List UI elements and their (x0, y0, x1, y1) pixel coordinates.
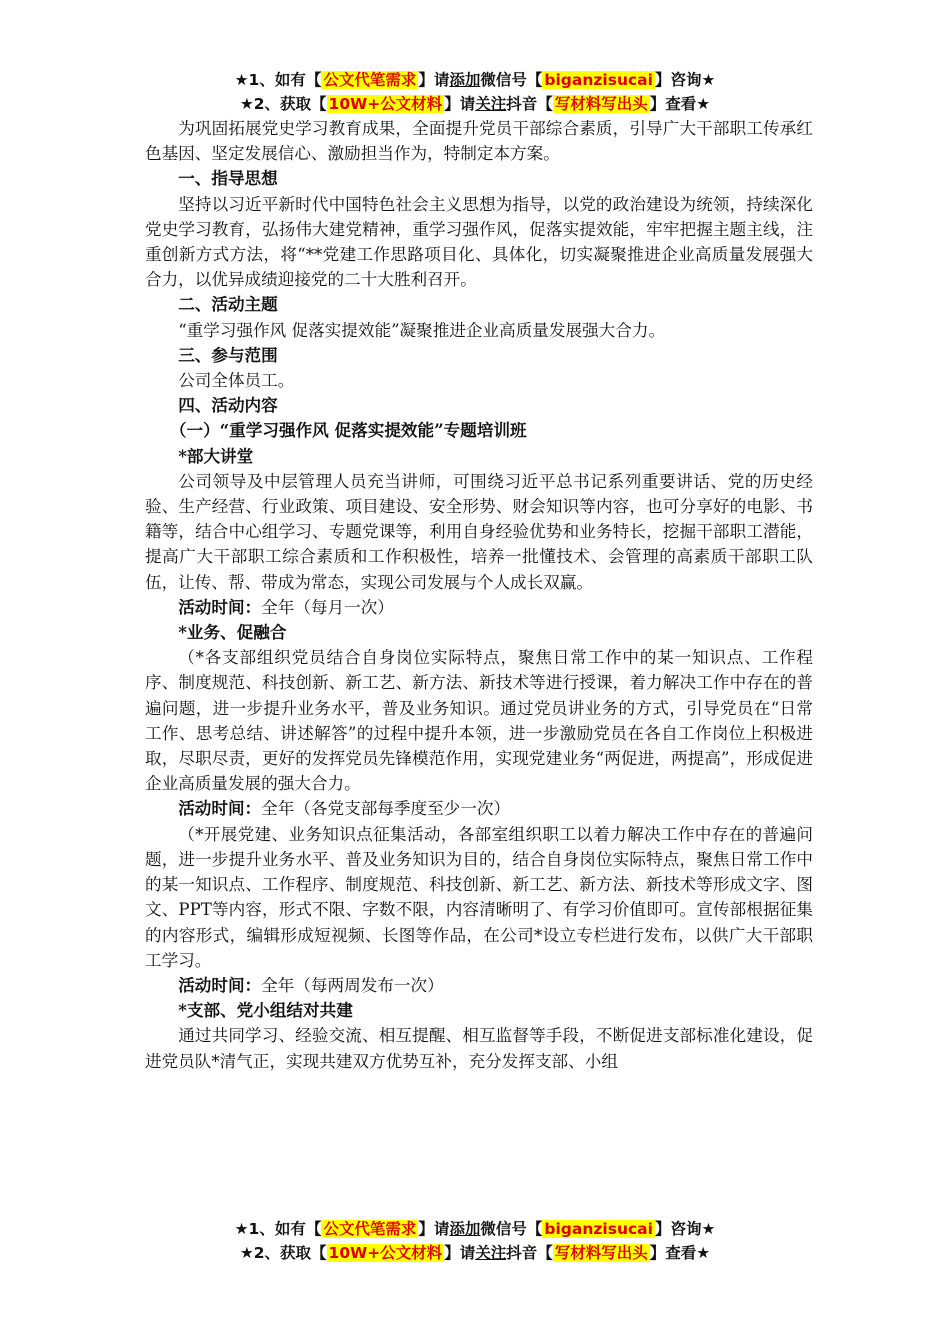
item-1-heading: *部大讲堂 (178, 445, 254, 466)
section-4-heading: 四、活动内容 (178, 395, 278, 416)
highlight-douyin-id: 写材料写出头 (554, 1244, 648, 1262)
time-label: 活动时间： (178, 596, 262, 617)
highlight-materials: 10W+公文材料 (328, 1244, 443, 1262)
item-1-paragraph: 公司领导及中层管理人员充当讲师，可围绕习近平总书记系列重要讲话、党的历史经验、生产经营、行业政策、项目建设、安全形势、财会知识等内容，也可分享好的电影、书籍等，结合中心组学习、专题党课等，利用自身经验优势和业务特长，挖掘干部职工潜能，提高广大干部职工综合素质和工作积极性，培养一批懂技术、会管理的高素质干部职工队伍，让传、帮、带成为常态，实现公司发展与个人成长双赢。 (145, 471, 813, 592)
promo-line-1: ★1、如有【 公文代笔需求 】请添加微信号【 biganzisucai 】咨询★ (234, 1220, 716, 1238)
highlight-service: 公文代笔需求 (323, 1220, 417, 1238)
time-label: 活动时间： (178, 798, 262, 819)
highlight-service: 公文代笔需求 (323, 71, 417, 89)
promo-line-2: ★2、获取【 10W+公文材料 】请关注抖音【 写材料写出头 】查看★ (239, 1244, 711, 1262)
promo-banner-top (0, 68, 950, 116)
item-4-paragraph: 通过共同学习、经验交流、相互提醒、相互监督等手段，不断促进支部标准化建设，促进党员队*清气正，实现共建双方优势互补，充分发挥支部、小组 (145, 1026, 813, 1071)
highlight-wechat-id: biganzisucai (544, 1220, 653, 1238)
highlight-materials: 10W+公文材料 (328, 95, 443, 113)
promo-line-1: ★1、如有【 公文代笔需求 】请添加微信号【 biganzisucai 】咨询★ (234, 71, 716, 89)
section-1-paragraph: 坚持以习近平新时代中国特色社会主义思想为指导，以党的政治建设为统领，持续深化党史学习教育，弘扬伟大建党精神，重学习强作风，促落实提效能，牢牢把握主题主线，注重创新方式方法，将“**党建工作思路项目化、具体化，切实凝聚推进企业高质量发展强大合力，以优异成绩迎接党的二十大胜利召开。 (145, 194, 813, 290)
item-2-heading: *业务、促融合 (178, 622, 287, 643)
item-2-time: 活动时间：全年（各党支部每季度至少一次） (178, 798, 511, 819)
document-body (145, 116, 813, 1074)
item-1-time: 活动时间：全年（每月一次） (178, 596, 394, 617)
section-2-heading: 二、活动主题 (178, 294, 278, 315)
section-2-paragraph: “重学习强作风 促落实提效能”凝聚推进企业高质量发展强大合力。 (178, 320, 666, 340)
subsection-1-heading: （一）“重学习强作风 促落实提效能”专题培训班 (169, 420, 527, 441)
section-3-paragraph: 公司全体员工。 (178, 371, 295, 391)
promo-line-2: ★2、获取【 10W+公文材料 】请关注抖音【 写材料写出头 】查看★ (239, 95, 711, 113)
item-4-heading: *支部、党小组结对共建 (178, 1000, 353, 1021)
promo-banner-bottom (0, 1217, 950, 1265)
highlight-douyin-id: 写材料写出头 (554, 95, 648, 113)
time-label: 活动时间： (178, 974, 262, 995)
item-3-paragraph: （*开展党建、业务知识点征集活动，各部室组织职工以着力解决工作中存在的普遍问题，进一步提升业务水平、普及业务知识为目的，结合自身岗位实际特点，聚焦日常工作中的某一知识点、工作程序、制度规范、科技创新、新工艺、新方法、新技术等形成文字、图文、PPT等内容，形式不限、字数不限，内容清晰明了、有学习价值即可。宣传部根据征集的内容形式，编辑形成短视频、长图等作品，在公司*设立专栏进行发布，以供广大干部职工学习。 (145, 824, 813, 970)
section-3-heading: 三、参与范围 (178, 344, 278, 365)
intro-paragraph: 为巩固拓展党史学习教育成果，全面提升党员干部综合素质，引导广大干部职工传承红色基因、坚定发展信心、激励担当作为，特制定本方案。 (145, 119, 813, 164)
item-3-time: 活动时间：全年（每两周发布一次） (178, 974, 444, 995)
section-1-heading: 一、指导思想 (178, 168, 278, 189)
item-2-paragraph: （*各支部组织党员结合自身岗位实际特点，聚焦日常工作中的某一知识点、工作程序、制度规范、科技创新、新工艺、新方法、新技术等进行授课，着力解决工作中存在的普遍问题，进一步提升业务水平，普及业务知识。通过党员讲业务的方式，引导党员在“日常工作、思考总结、讲述解答”的过程中提升本领，进一步激励党员在各自工作岗位上积极进取，尽职尽责，更好的发挥党员先锋模范作用，实现党建业务“两促进，两提高”，形成促进企业高质量发展的强大合力。 (145, 648, 813, 794)
highlight-wechat-id: biganzisucai (544, 71, 653, 89)
